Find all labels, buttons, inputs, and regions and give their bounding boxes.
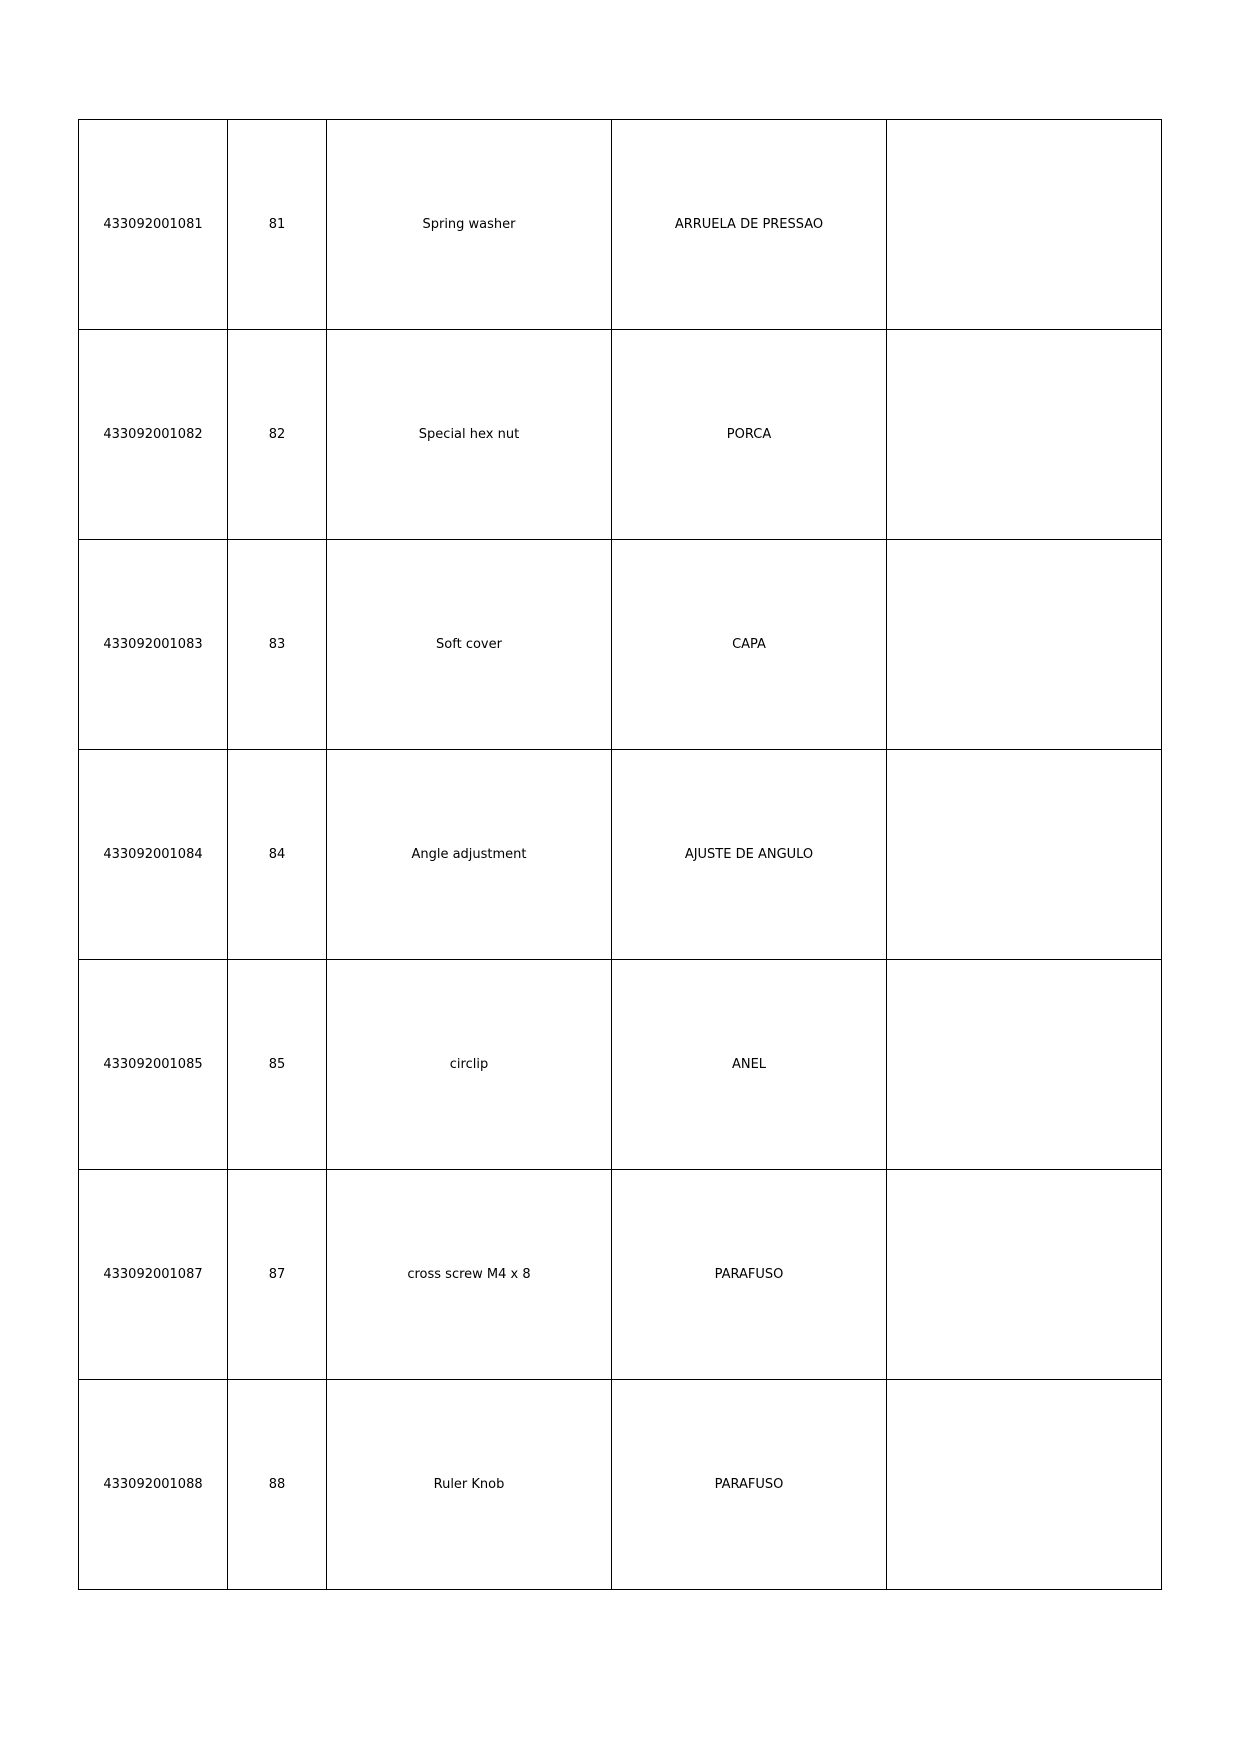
- position-number-cell: 83: [228, 540, 327, 750]
- description-english-cell: Spring washer: [327, 120, 612, 330]
- description-portuguese-cell: ARRUELA DE PRESSAO: [612, 120, 887, 330]
- description-portuguese-cell: PARAFUSO: [612, 1380, 887, 1590]
- table-row: [79, 1380, 1162, 1590]
- position-number-cell: 85: [228, 960, 327, 1170]
- position-number-cell: 87: [228, 1170, 327, 1380]
- empty-cell: [887, 1170, 1162, 1380]
- description-english-cell: Ruler Knob: [327, 1380, 612, 1590]
- description-english-cell: circlip: [327, 960, 612, 1170]
- description-english-cell: cross screw M4 x 8: [327, 1170, 612, 1380]
- description-portuguese-cell: CAPA: [612, 540, 887, 750]
- part-code-cell: 433092001082: [79, 330, 228, 540]
- part-code-cell: 433092001085: [79, 960, 228, 1170]
- position-number-cell: 81: [228, 120, 327, 330]
- description-english-cell: Angle adjustment: [327, 750, 612, 960]
- description-portuguese-cell: AJUSTE DE ANGULO: [612, 750, 887, 960]
- empty-cell: [887, 1380, 1162, 1590]
- part-code-cell: 433092001087: [79, 1170, 228, 1380]
- description-english-cell: Soft cover: [327, 540, 612, 750]
- description-portuguese-cell: ANEL: [612, 960, 887, 1170]
- empty-cell: [887, 960, 1162, 1170]
- description-english-cell: Special hex nut: [327, 330, 612, 540]
- table-row: [79, 750, 1162, 960]
- part-code-cell: 433092001083: [79, 540, 228, 750]
- position-number-cell: 88: [228, 1380, 327, 1590]
- position-number-cell: 84: [228, 750, 327, 960]
- part-code-cell: 433092001084: [79, 750, 228, 960]
- table-row: [79, 1170, 1162, 1380]
- parts-table: [78, 119, 1162, 1590]
- table-row: [79, 960, 1162, 1170]
- description-portuguese-cell: PORCA: [612, 330, 887, 540]
- empty-cell: [887, 330, 1162, 540]
- position-number-cell: 82: [228, 330, 327, 540]
- table-row: [79, 120, 1162, 330]
- description-portuguese-cell: PARAFUSO: [612, 1170, 887, 1380]
- part-code-cell: 433092001088: [79, 1380, 228, 1590]
- empty-cell: [887, 750, 1162, 960]
- part-code-cell: 433092001081: [79, 120, 228, 330]
- empty-cell: [887, 540, 1162, 750]
- empty-cell: [887, 120, 1162, 330]
- table-row: [79, 330, 1162, 540]
- table-row: [79, 540, 1162, 750]
